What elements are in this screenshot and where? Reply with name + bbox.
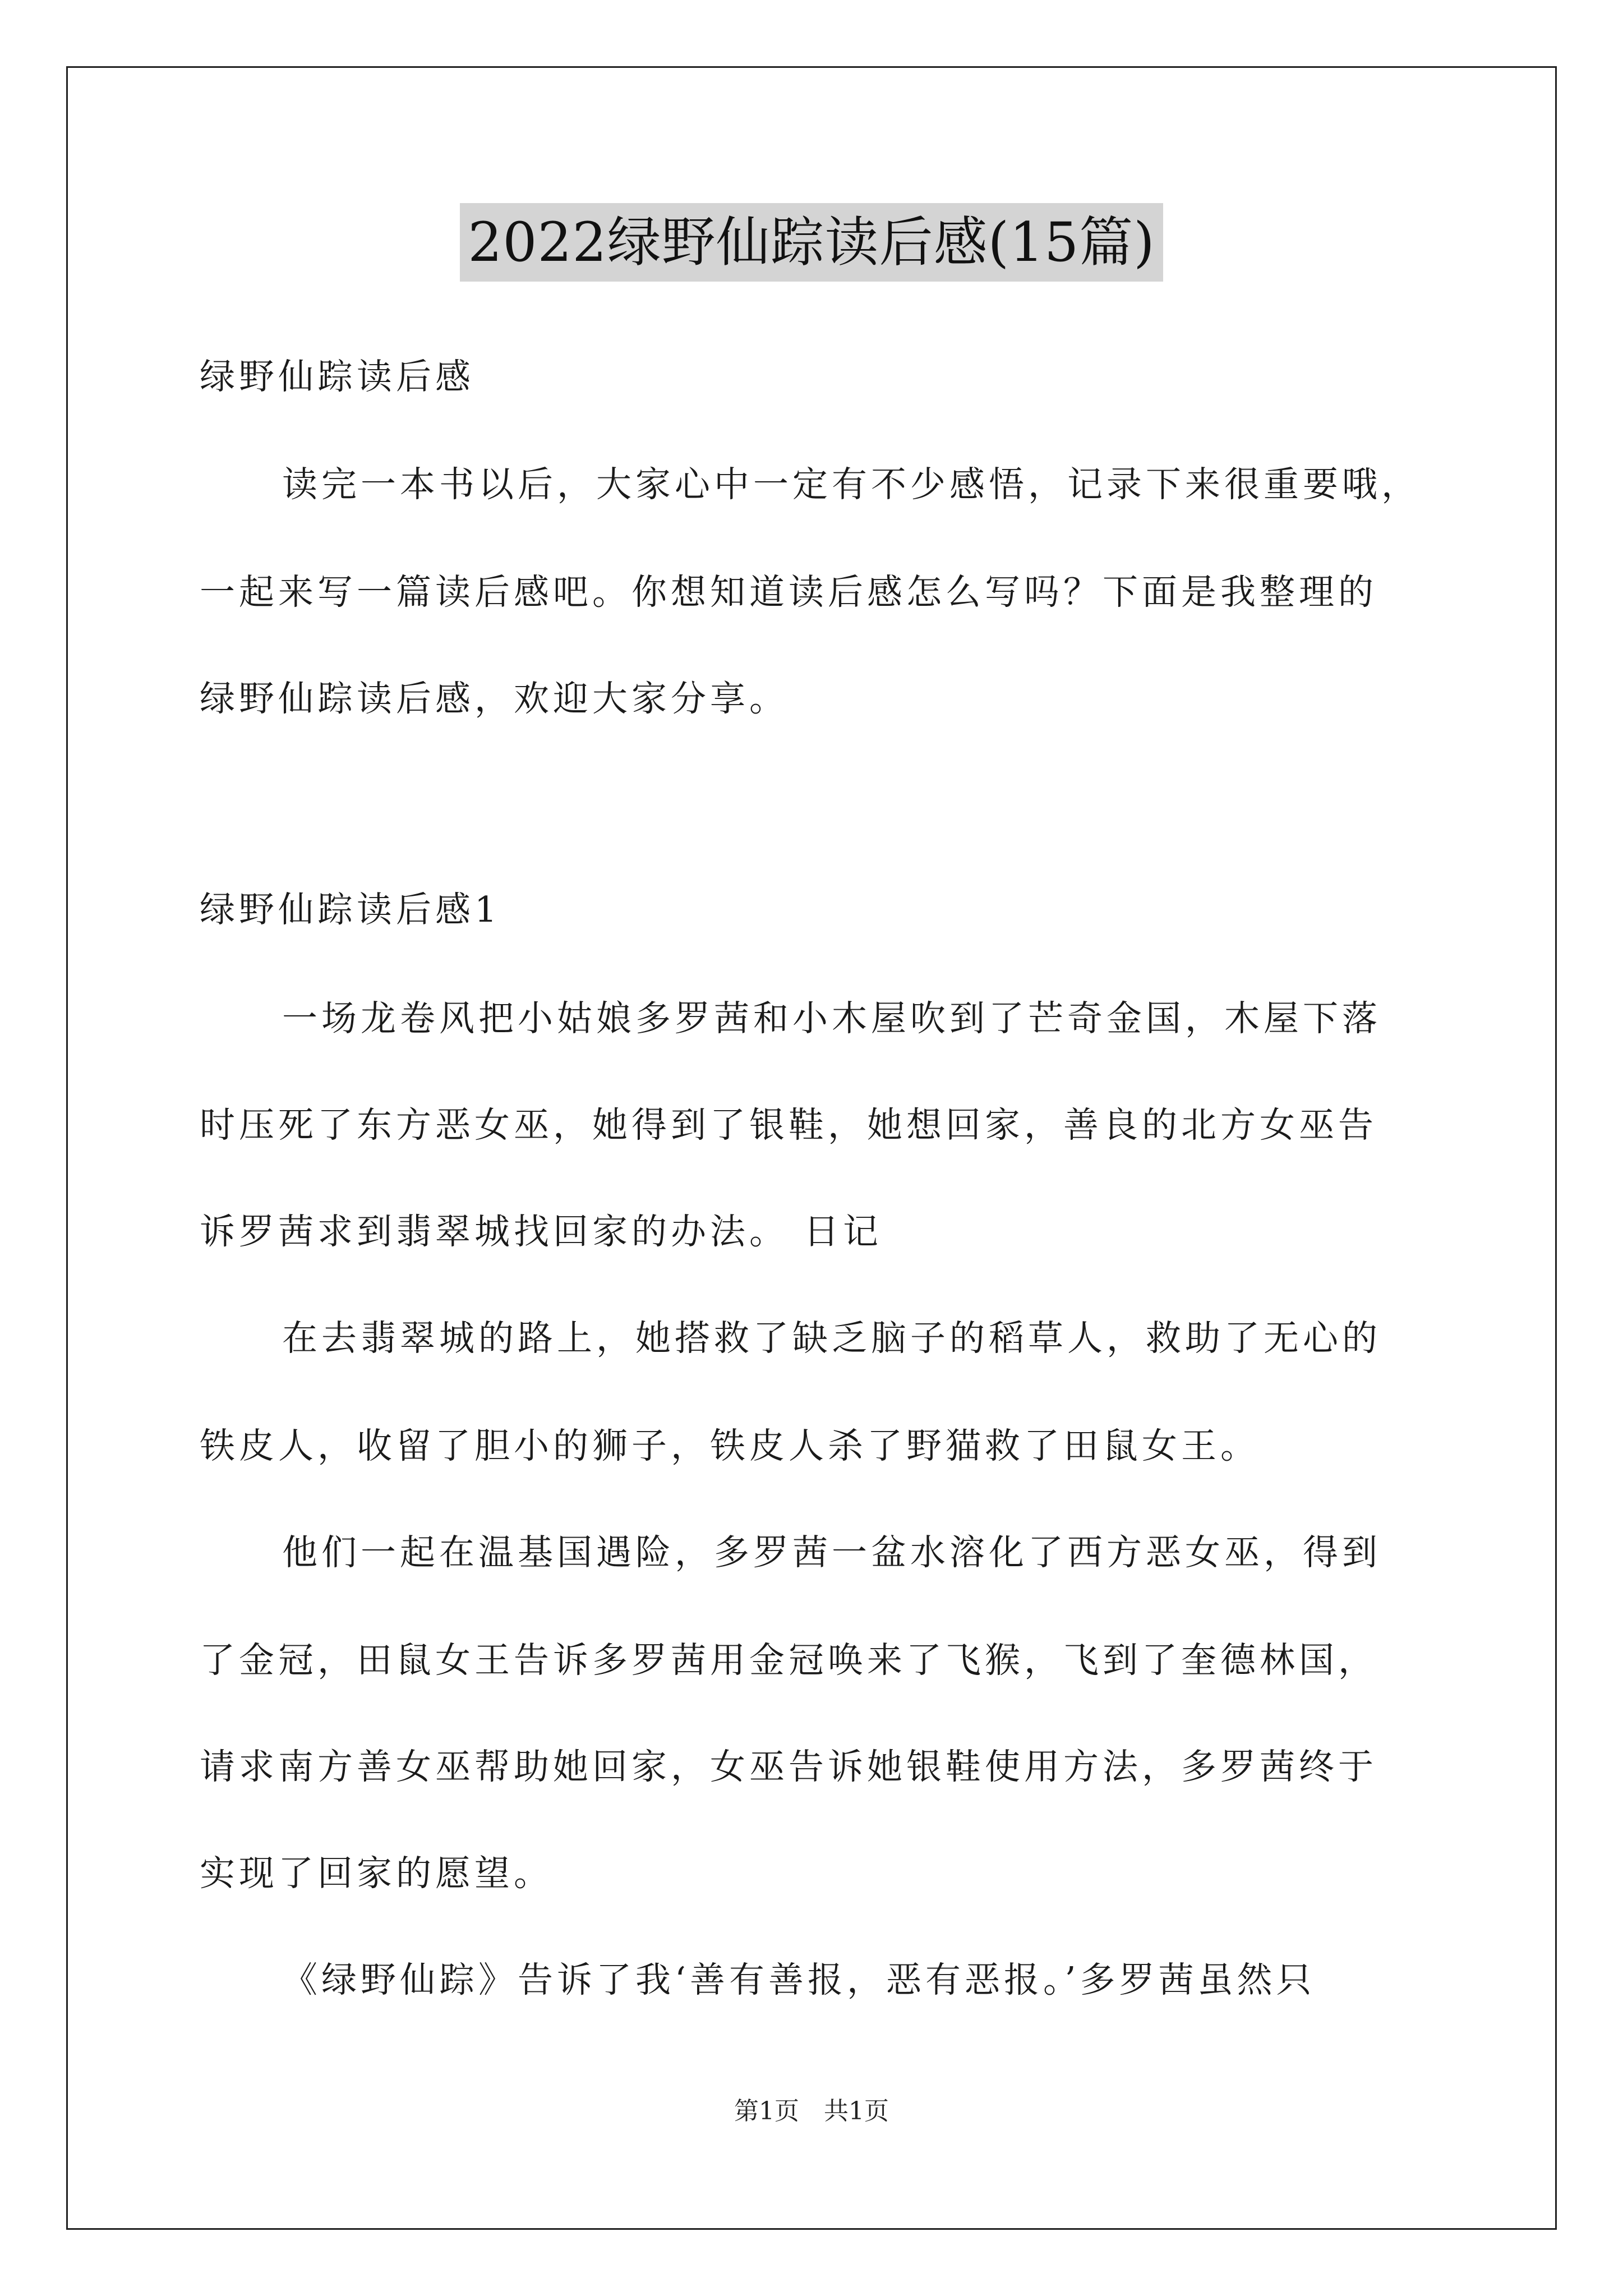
para1-line-2: 时压死了东方恶女巫，她得到了银鞋，她想回家，善良的北方女巫告 (200, 1105, 1377, 1145)
para2-line-1: 在去翡翠城的路上，她搭救了缺乏脑子的稻草人，救助了无心的 (282, 1318, 1381, 1359)
document-title: 2022绿野仙踪读后感(15篇) (460, 203, 1163, 282)
para3-line-3: 请求南方善女巫帮助她回家，女巫告诉她银鞋使用方法，多罗茜终于 (200, 1746, 1377, 1787)
para2-line-2: 铁皮人，收留了胆小的狮子，铁皮人杀了野猫救了田鼠女王。 (200, 1425, 1260, 1466)
para1-line-1: 一场龙卷风把小姑娘多罗茜和小木屋吹到了芒奇金国，木屋下落 (282, 998, 1381, 1039)
intro-line-1: 读完一本书以后，大家心中一定有不少感悟，记录下来很重要哦， (282, 464, 1421, 505)
para3-line-4: 实现了回家的愿望。 (200, 1853, 553, 1894)
page-footer: 第1页 共1页 (734, 2097, 889, 2125)
para3-line-2: 了金冠，田鼠女王告诉多罗茜用金冠唤来了飞猴，飞到了奎德林国， (200, 1640, 1377, 1681)
para3-line-1: 他们一起在温基国遇险，多罗茜一盆水溶化了西方恶女巫，得到 (282, 1532, 1381, 1573)
intro-line-3: 绿野仙踪读后感，欢迎大家分享。 (200, 678, 789, 719)
para4-line-1: 《绿野仙踪》告诉了我‘善有善报，恶有恶报。’多罗茜虽然只 (282, 1959, 1316, 2000)
para1-line-3: 诉罗茜求到翡翠城找回家的办法。 日记 (200, 1211, 883, 1252)
title-container (0, 203, 1623, 282)
intro-line-2: 一起来写一篇读后感吧。你想知道读后感怎么写吗？下面是我整理的 (200, 572, 1377, 613)
intro-heading: 绿野仙踪读后感 (200, 356, 474, 397)
section-heading-1: 绿野仙踪读后感1 (200, 889, 501, 930)
